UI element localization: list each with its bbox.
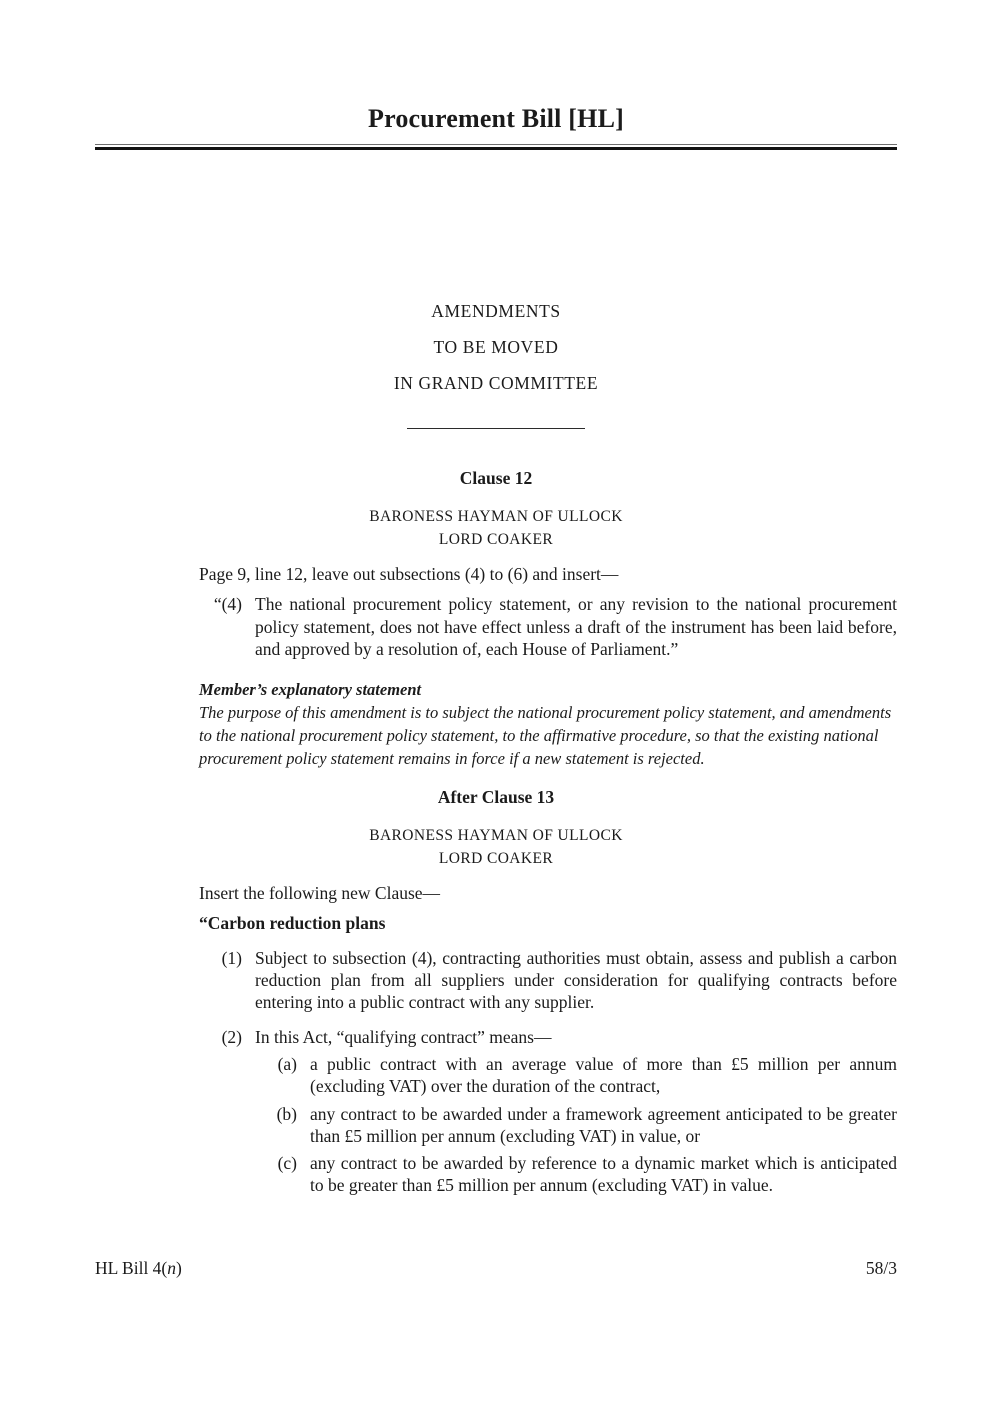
sponsor-name: BARONESS HAYMAN OF ULLOCK bbox=[369, 508, 623, 525]
paragraph-letter: (b) bbox=[276, 1103, 297, 1124]
paragraph-a bbox=[254, 1053, 897, 1098]
clause-12-heading: Clause 12 bbox=[459, 468, 533, 488]
amendment-clause-12 bbox=[95, 467, 897, 770]
explanatory-heading: Member’s explanatory statement bbox=[199, 680, 422, 700]
paragraph-b bbox=[254, 1103, 897, 1148]
preamble-line-amendments: AMENDMENTS bbox=[431, 301, 561, 321]
amendment-instruction: Insert the following new Clause— bbox=[199, 883, 441, 904]
section-divider-rule bbox=[407, 428, 585, 429]
after-clause-13-sponsors bbox=[95, 825, 897, 870]
amendment-after-clause-13 bbox=[95, 786, 897, 1197]
subsection-text: In this Act, “qualifying contract” means— bbox=[255, 1026, 552, 1047]
title-double-rule bbox=[95, 144, 897, 150]
bill-reference-variable: n bbox=[167, 1258, 177, 1278]
preamble-line-to-be-moved: TO BE MOVED bbox=[433, 337, 559, 357]
subsection-number: “(4) bbox=[213, 594, 242, 615]
preamble-line-in-grand-committee: IN GRAND COMMITTEE bbox=[393, 373, 599, 393]
explanatory-text: The purpose of this amendment is to subject the national procurement policy statement, and amendments to the national procurement policy statement, to the affirmative procedure, so that the existing national procurement policy statement remains in force if a new statement is rejected. bbox=[199, 703, 892, 769]
subsection-4 bbox=[199, 593, 897, 660]
clause-12-body bbox=[199, 563, 897, 770]
bill-reference-prefix: HL Bill 4( bbox=[95, 1258, 168, 1278]
clause-12-sponsors bbox=[95, 506, 897, 551]
bill-reference bbox=[95, 1257, 182, 1279]
sponsor-name: BARONESS HAYMAN OF ULLOCK bbox=[369, 827, 623, 845]
paragraph-text: a public contract with an average value of more than £5 million per annum (excluding VAT) over the duration of the contract, bbox=[310, 1053, 897, 1097]
subsection-text: The national procurement policy statement, or any revision to the national procurement policy statement, does not have effect unless a draft of the instrument has been laid before, and approved by a resolution of, each House of Parliament.” bbox=[255, 594, 897, 659]
sponsor-name: LORD COAKER bbox=[438, 849, 554, 867]
explanatory-statement bbox=[199, 678, 897, 770]
paragraph-letter: (c) bbox=[277, 1153, 297, 1174]
paragraph-c bbox=[254, 1152, 897, 1197]
bill-title: Procurement Bill [HL] bbox=[368, 104, 624, 133]
bill-reference-suffix: ) bbox=[176, 1258, 182, 1278]
subsection-number: (2) bbox=[221, 1026, 242, 1047]
amendment-instruction: Page 9, line 12, leave out subsections (4) to (6) and insert— bbox=[199, 564, 619, 584]
subsection-2 bbox=[199, 1026, 897, 1048]
subsection-number: (1) bbox=[221, 947, 242, 968]
paragraph-letter: (a) bbox=[277, 1053, 297, 1074]
after-clause-13-heading: After Clause 13 bbox=[437, 787, 555, 808]
amendment-number: 58/3 bbox=[865, 1258, 897, 1278]
paragraph-text: any contract to be awarded by reference to a dynamic market which is anticipated to be greater than £5 million per annum (excluding VAT) in value. bbox=[310, 1153, 897, 1196]
preamble-block bbox=[95, 293, 897, 401]
subsection-1 bbox=[199, 947, 897, 1014]
sponsor-name: LORD COAKER bbox=[438, 530, 554, 548]
subsection-text: Subject to subsection (4), contracting authorities must obtain, assess and publish a carbon reduction plan from all suppliers under consideration for qualifying contracts before entering into a public contract with any supplier. bbox=[255, 947, 897, 1013]
paragraph-text: any contract to be awarded under a framework agreement anticipated to be greater than £5 million per annum (excluding VAT) in value, or bbox=[310, 1103, 897, 1146]
new-clause-title: “Carbon reduction plans bbox=[199, 913, 386, 934]
after-clause-13-body bbox=[199, 882, 897, 1197]
page-footer bbox=[95, 1257, 897, 1279]
